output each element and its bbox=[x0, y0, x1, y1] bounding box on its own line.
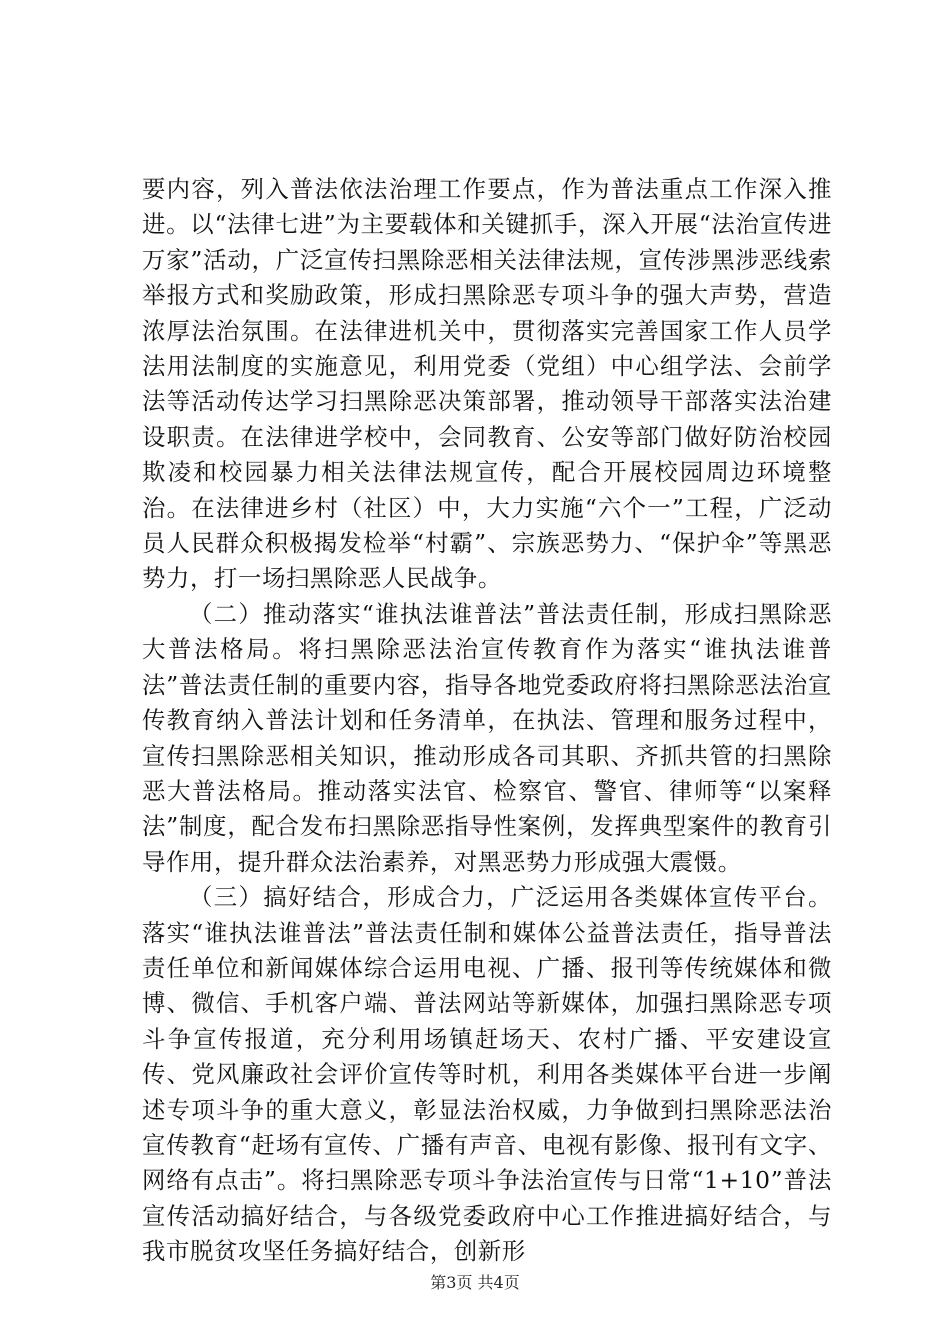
page-footer: 第3页 共4页 bbox=[430, 1273, 520, 1292]
paragraph-section-three: （三）搞好结合，形成合力，广泛运用各类媒体宣传平台。落实“谁执法谁普法”普法责任制和媒体公益普法责任，指导普法责任单位和新闻媒体综合运用电视、广播、报刊等传统媒体和微博、微信、手机客户端、普法网站等新媒体，加强扫黑除恶专项斗争宣传报道，充分利用场镇赶场天、农村广播、平安建设宣传、党风廉政社会评价宣传等时机，利用各类媒体平台进一步阐述专项斗争的重大意义，彰显法治权威，力争做到扫黑除恶法治宣传教育“赶场有宣传、广播有声音、电视有影像、报刊有文字、网络有点击”。将扫黑除恶专项斗争法治宣传与日常“1+10”普法宣传活动搞好结合，与各级党委政府中心工作推进搞好结合，与我市脱贫攻坚任务搞好结合，创新形 bbox=[142, 883, 832, 1266]
paragraph-section-two: （二）推动落实“谁执法谁普法”普法责任制，形成扫黑除恶大普法格局。将扫黑除恶法治宣传教育作为落实“谁执法谁普法”普法责任制的重要内容，指导各地党委政府将扫黑除恶法治宣传教育纳入普法计划和任务清单，在执法、管理和服务过程中，宣传扫黑除恶相关知识，推动形成各司其职、齐抓共管的扫黑除恶大普法格局。推动落实法官、检察官、警官、律师等“以案释法”制度，配合发布扫黑除恶指导性案例，发挥典型案件的教育引导作用，提升群众法治素养，对黑恶势力形成强大震慑。 bbox=[142, 599, 832, 876]
paragraph-continued: 要内容，列入普法依法治理工作要点，作为普法重点工作深入推进。以“法律七进”为主要载体和关键抓手，深入开展“法治宣传进万家”活动，广泛宣传扫黑除恶相关法律法规，宣传涉黑涉恶线索举报方式和奖励政策，形成扫黑除恶专项斗争的强大声势，营造浓厚法治氛围。在法律进机关中，贯彻落实完善国家工作人员学法用法制度的实施意见，利用党委（党组）中心组学法、会前学法等活动传达学习扫黑除恶决策部署，推动领导干部落实法治建设职责。在法律进学校中，会同教育、公安等部门做好防治校园欺凌和校园暴力相关法律法规宣传，配合开展校园周边环境整治。在法律进乡村（社区）中，大力实施“六个一”工程，广泛动员人民群众积极揭发检举“村霸”、宗族恶势力、“保护伞”等黑恶势力，打一场扫黑除恶人民战争。 bbox=[142, 175, 832, 593]
document-body bbox=[142, 172, 832, 1270]
